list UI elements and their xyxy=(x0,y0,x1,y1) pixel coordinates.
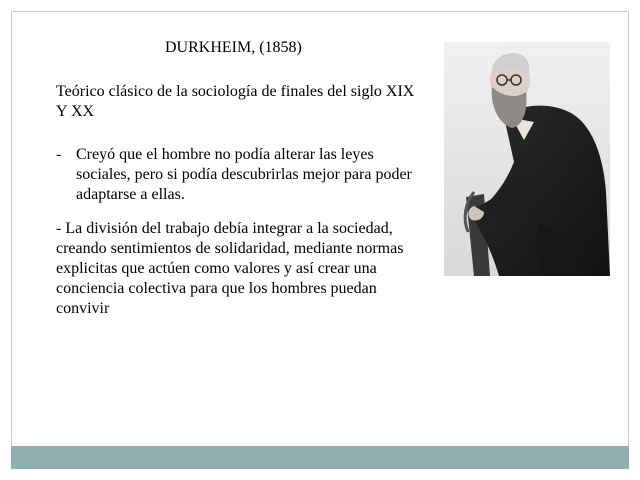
bullet-marker: - xyxy=(56,146,62,163)
portrait-image xyxy=(444,42,610,276)
slide-title: DURKHEIM, (1858) xyxy=(165,39,302,56)
bullet-text: Creyó que el hombre no podía alterar las leyes sociales, pero si podía descubrirlas mejor para poder adaptarse a ellas. xyxy=(76,146,412,203)
intro-paragraph: Teórico clásico de la sociología de finales del siglo XIX Y XX xyxy=(56,83,415,120)
portrait-photo xyxy=(444,42,610,276)
bullet-item xyxy=(56,145,426,205)
footer-bar xyxy=(11,446,629,469)
division-paragraph: - La división del trabajo debía integrar a la sociedad, creando sentimientos de solidaridad, mediante normas explicitas que actúen como valores y así crear una conciencia colectiva para que los hombres puedan convivir xyxy=(56,220,404,317)
bullet-list xyxy=(56,145,426,205)
